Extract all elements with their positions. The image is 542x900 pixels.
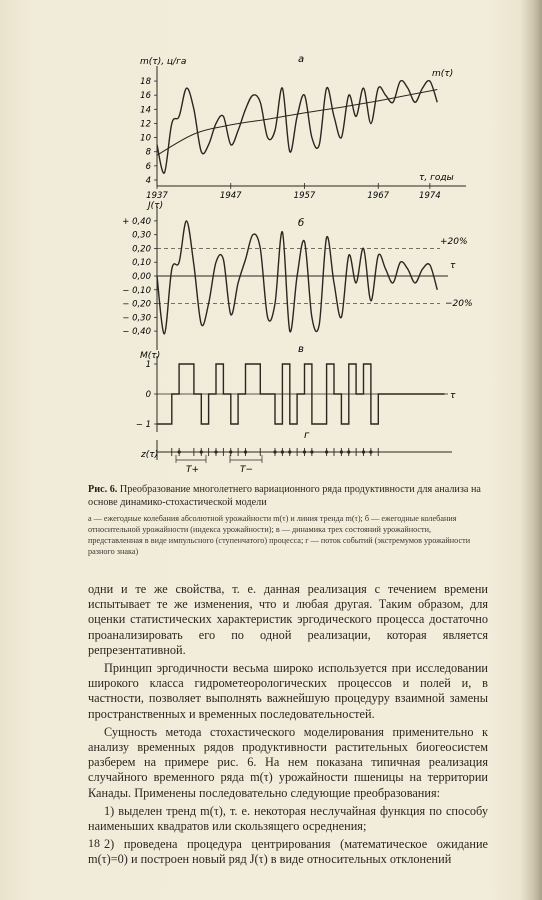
figure-legend: а — ежегодные колебания абсолютной урожайности m(τ) и линия тренда m(τ); б — ежегодные колебания относительной урожайности (индекса урожайности); в — динамика трех состояний урожайности, представленная в виде импульсного (ступенчатого) процесса; г — поток событий (экстремумов урожайности разного знака) xyxy=(88,514,471,556)
y-tick-label: − 0,40 xyxy=(122,327,151,338)
panel-v-letter: в xyxy=(298,344,304,355)
event-marker xyxy=(310,450,313,453)
panel-a-yield-series xyxy=(157,81,437,174)
event-marker xyxy=(244,450,247,453)
figure-caption-label: Рис. 6. xyxy=(88,484,118,495)
panel-b-lower-band-label: −20% xyxy=(445,299,473,309)
panel-b-upper-band-label: +20% xyxy=(440,237,468,247)
x-tick-label: 1974 xyxy=(419,191,441,201)
panel-g-y-axis-label: z(τ) xyxy=(141,450,159,460)
event-marker xyxy=(325,450,328,453)
panel-v-step-process xyxy=(157,364,445,424)
y-tick-label: 4 xyxy=(145,176,151,186)
panel-a-trend-label: m(τ) xyxy=(432,69,454,79)
panel-a xyxy=(140,54,466,201)
panel-a-x-axis-label: τ, годы xyxy=(419,173,454,183)
panel-b-letter: б xyxy=(298,218,305,229)
event-marker xyxy=(178,450,181,453)
y-tick-label: 0,00 xyxy=(132,272,151,282)
panel-v xyxy=(136,344,456,432)
x-tick-label: 1967 xyxy=(367,191,390,201)
event-marker xyxy=(340,450,343,453)
panel-b xyxy=(122,201,472,350)
panel-v-y-axis-label: M(τ) xyxy=(140,351,161,361)
page-number: 18 xyxy=(88,836,100,850)
paragraph-2: Принцип эргодичности весьма широко используется при исследовании широкого класса гидрометеорологических процессов и полей и, в частности, позволяет выполнять важнейшую процедуру взаимной замены пространственных и временных последовательностей. xyxy=(88,661,488,721)
event-marker xyxy=(369,450,372,453)
y-tick-label: 0 xyxy=(145,390,151,400)
list-item-1: 1) выделен тренд m(τ), т. е. некоторая неслучайная функция по способу наименьших квадратов или скользящего осреднения; xyxy=(88,803,488,834)
event-marker xyxy=(303,450,306,453)
panel-b-y-ticks xyxy=(122,217,157,337)
y-tick-label: − 1 xyxy=(135,420,151,430)
y-tick-label: 8 xyxy=(145,147,151,158)
figure-caption xyxy=(88,483,484,509)
panel-a-y-axis-label: m(τ), ц/га xyxy=(140,57,187,67)
body-text xyxy=(88,582,488,868)
event-marker xyxy=(362,450,365,453)
panel-g xyxy=(140,430,452,475)
panel-b-index-series xyxy=(157,221,437,334)
panel-g-events xyxy=(172,448,379,456)
y-tick-label: 18 xyxy=(140,77,151,88)
y-tick-label: 6 xyxy=(145,161,151,172)
panel-b-x-axis-label: τ xyxy=(450,261,456,271)
panel-v-y-ticks xyxy=(136,360,157,430)
x-tick-label: 1937 xyxy=(146,191,168,201)
interval-t-minus-label: T− xyxy=(240,465,254,475)
list-item-2: 2) проведена процедура центрирования (математическое ожидание m(τ)=0) и построен новый ряд J(τ) в виде относительных отклонений xyxy=(88,837,488,867)
event-marker xyxy=(288,450,291,453)
y-tick-label: 0,20 xyxy=(132,244,151,255)
y-tick-label: 0,30 xyxy=(132,230,151,241)
panel-b-y-axis-label: J(τ) xyxy=(148,201,164,211)
y-tick-label: 14 xyxy=(140,105,151,116)
panel-a-y-ticks xyxy=(140,77,157,186)
interval-t-plus-label: T+ xyxy=(186,465,200,475)
paragraph-3: Сущность метода стохастического моделирования применительно к анализу временных рядов продуктивности растительных биогеосистем разберем на примере рис. 6. На нем показана типичная реализация случайного временного ряда m(τ) урожайности пшеницы на территории Канады. Применены последовательно следующие преобразования: xyxy=(88,724,488,800)
y-tick-label: − 0,20 xyxy=(122,299,151,310)
event-marker xyxy=(281,450,284,453)
figure-caption-text: Преобразование многолетнего вариационного ряда продуктивности для анализа на основе динамико-стохастической модели xyxy=(88,484,481,508)
paragraph-1: одни и те же свойства, т. е. данная реализация с течением времени испытывает те же изменения, что и любая другая. Таким образом, для оценки статистических характеристик эргодического процесса достаточно проанализировать его по одной реализации, которая является репрезентативной. xyxy=(88,582,488,657)
y-tick-label: − 0,30 xyxy=(122,313,151,324)
x-tick-label: 1947 xyxy=(219,191,242,201)
panel-v-x-axis-label: τ xyxy=(450,391,456,401)
y-tick-label: 16 xyxy=(140,91,151,102)
y-tick-label: − 0,10 xyxy=(122,285,151,296)
y-tick-label: + 0,40 xyxy=(122,216,151,227)
y-tick-label: 12 xyxy=(140,119,151,130)
panel-g-letter: г xyxy=(304,430,310,441)
panel-a-letter: а xyxy=(298,54,305,65)
event-marker xyxy=(214,450,217,453)
x-tick-label: 1957 xyxy=(293,191,316,201)
event-marker xyxy=(229,450,232,453)
y-tick-label: 1 xyxy=(145,360,151,370)
y-tick-label: 0,10 xyxy=(132,258,151,269)
y-tick-label: 10 xyxy=(140,133,151,144)
event-marker xyxy=(200,450,203,453)
event-marker xyxy=(347,450,350,453)
event-marker xyxy=(273,450,276,453)
